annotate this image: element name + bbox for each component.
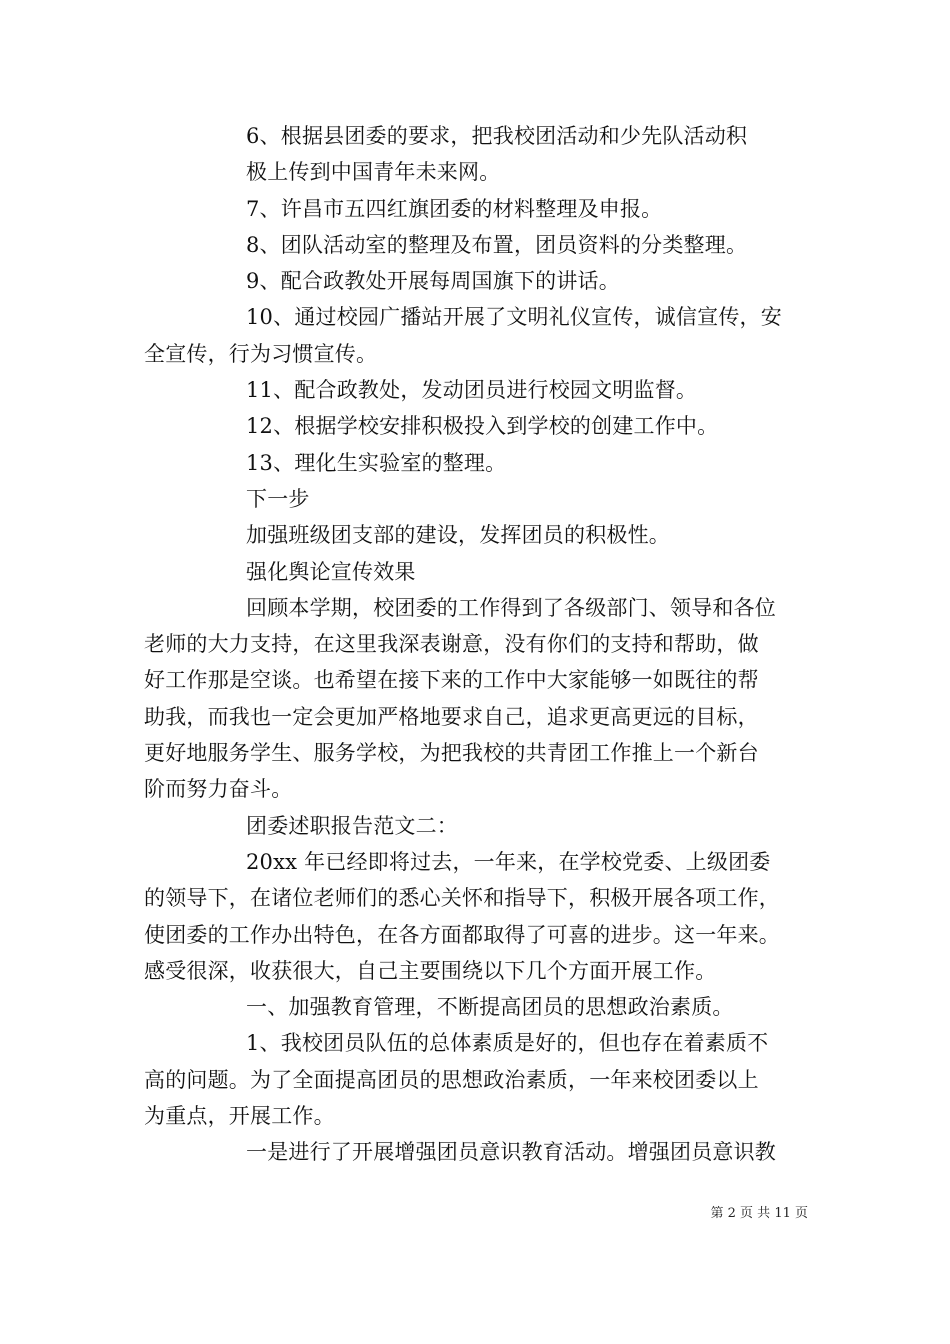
paragraph-line: 阶而努力奋斗。 bbox=[144, 777, 293, 802]
paragraph-line: 使团委的工作办出特色，在各方面都取得了可喜的进步。这一年来。 bbox=[144, 922, 780, 947]
paragraph-line: 助我，而我也一定会更加严格地要求自己，追求更高更远的目标， bbox=[144, 704, 759, 729]
paragraph-line: 的领导下，在诸位老师们的悉心关怀和指导下，积极开展各项工作， bbox=[144, 886, 780, 911]
paragraph-line: 6、根据县团委的要求，把我校团活动和少先队活动积 bbox=[246, 124, 748, 148]
paragraph-line: 7、许昌市五四红旗团委的材料整理及申报。 bbox=[246, 196, 663, 221]
document-body bbox=[144, 118, 810, 1171]
paragraph-line: 20xx 年已经即将过去，一年来，在学校党委、上级团委 bbox=[246, 849, 771, 874]
paragraph-line: 高的问题。为了全面提高团员的思想政治素质，一年来校团委以上 bbox=[144, 1067, 759, 1092]
paragraph-line: 11、配合政教处，发动团员进行校园文明监督。 bbox=[246, 378, 698, 403]
section-heading: 团委述职报告范文二： bbox=[246, 813, 458, 838]
paragraph-line: 1、我校团员队伍的总体素质是好的，但也存在着素质不 bbox=[246, 1031, 769, 1056]
paragraph-line: 全宣传，行为习惯宣传。 bbox=[144, 341, 378, 366]
paragraph-line: 更好地服务学生、服务学校，为把我校的共青团工作推上一个新台 bbox=[144, 741, 759, 766]
paragraph-line: 13、理化生实验室的整理。 bbox=[246, 450, 507, 475]
page-number-footer: 第 2 页 共 11 页 bbox=[710, 1206, 808, 1221]
paragraph-line: 8、团队活动室的整理及布置，团员资料的分类整理。 bbox=[246, 232, 748, 257]
paragraph-line: 加强班级团支部的建设，发挥团员的积极性。 bbox=[246, 523, 670, 548]
section-heading: 一、加强教育管理，不断提高团员的思想政治素质。 bbox=[246, 995, 734, 1020]
paragraph-line: 为重点，开展工作。 bbox=[144, 1104, 335, 1129]
paragraph-line: 好工作那是空谈。也希望在接下来的工作中大家能够一如既往的帮 bbox=[144, 668, 759, 693]
paragraph-line: 10、通过校园广播站开展了文明礼仪宣传，诚信宣传，安 bbox=[246, 305, 782, 330]
paragraph-line: 感受很深，收获很大，自己主要围绕以下几个方面开展工作。 bbox=[144, 958, 717, 983]
section-heading: 强化舆论宣传效果 bbox=[246, 559, 416, 584]
section-heading: 下一步 bbox=[246, 486, 310, 511]
paragraph-line: 老师的大力支持，在这里我深表谢意，没有你们的支持和帮助，做 bbox=[144, 632, 759, 657]
paragraph-line: 9、配合政教处开展每周国旗下的讲话。 bbox=[246, 269, 620, 294]
paragraph-line: 一是进行了开展增强团员意识教育活动。增强团员意识教 bbox=[246, 1140, 776, 1165]
paragraph-line: 极上传到中国青年未来网。 bbox=[246, 160, 501, 185]
paragraph-line: 12、根据学校安排积极投入到学校的创建工作中。 bbox=[246, 414, 719, 439]
paragraph-line: 回顾本学期，校团委的工作得到了各级部门、领导和各位 bbox=[246, 595, 776, 620]
